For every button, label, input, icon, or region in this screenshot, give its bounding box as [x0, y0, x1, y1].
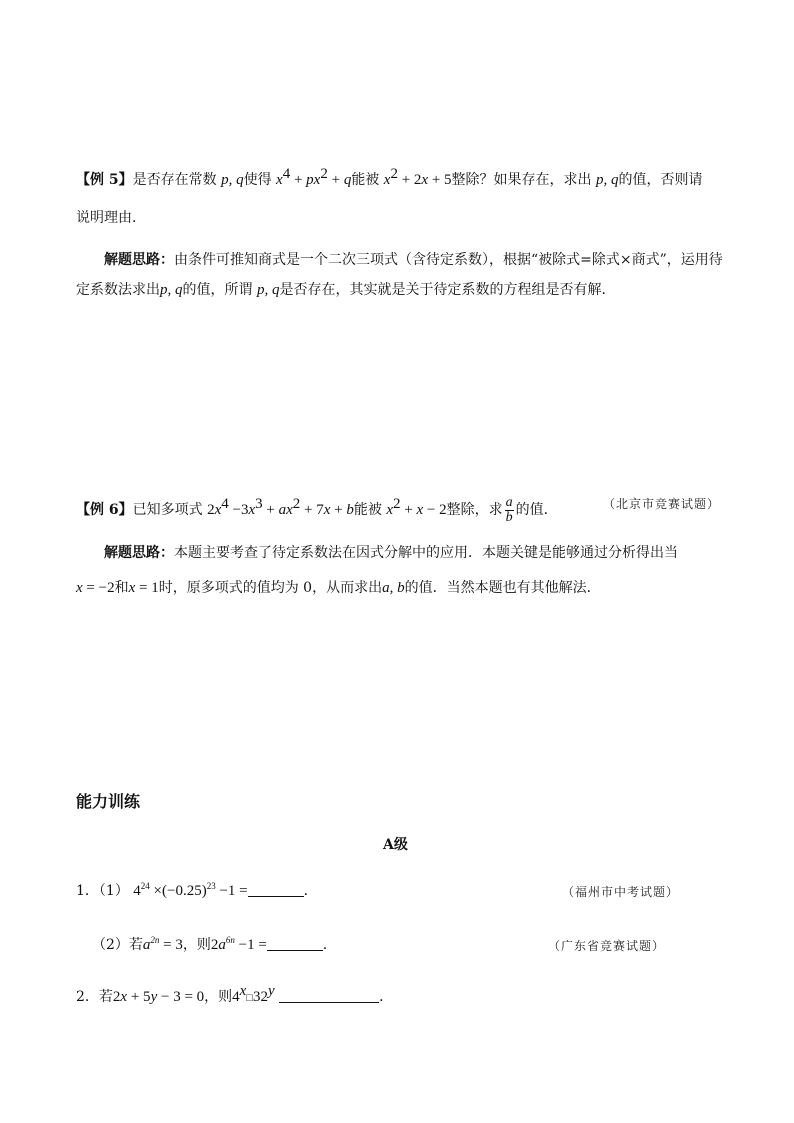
math-pq: p, q — [596, 172, 619, 188]
math-x-eq-neg2: x = −2 — [76, 580, 115, 596]
question-2: 2．若2x + 5y − 3 = 0，则4$^x$□32$^y$ ． — [76, 983, 394, 1005]
answer-blank[interactable] — [248, 882, 304, 897]
text: 的值． — [515, 502, 558, 518]
example-5-hint-line-2 — [76, 280, 615, 300]
math-expression-1: $4^{24} \times(-0.25)^{23} -1$ = — [133, 881, 248, 899]
example-6-line-1 — [76, 492, 558, 528]
question-1-2: （2）若$a^{2n} = 3$，则$2a^{6n} -1$ = ． — [92, 935, 337, 953]
text: 已知多项式 — [132, 502, 203, 518]
text: 整除，求 — [446, 502, 503, 518]
answer-blank[interactable] — [279, 988, 379, 1003]
math-condition-2: 2x + 5y − 3 = 0 — [112, 989, 205, 1005]
text: 32 — [252, 989, 268, 1005]
math-x-eq-1: x = 1 — [128, 580, 159, 596]
text: 能被 — [353, 502, 382, 518]
math-poly-1: $x^4 + px^2 + q$ — [276, 166, 352, 188]
hint-label: 解题思路： — [104, 545, 174, 561]
text: 的值，所谓 — [182, 282, 253, 298]
text: 和 — [114, 580, 129, 596]
question-1-1-source: （福州市中考试题） — [562, 885, 680, 899]
example-6-hint-line-2 — [76, 578, 601, 598]
answer-blank[interactable] — [267, 936, 323, 951]
text: 定系数法求出 — [76, 282, 160, 298]
math-ab: a, b — [382, 580, 405, 596]
example-5-label: 【例 5】 — [76, 172, 133, 188]
math-pq: p, q — [221, 172, 244, 188]
text: 1．（1） — [76, 883, 129, 899]
level-heading: A级 — [383, 837, 408, 853]
text: ，则 — [182, 937, 211, 953]
text: 2．若 — [76, 989, 113, 1005]
text: 使得 — [243, 172, 272, 188]
math-expression-3: 4$^x$□32$^y$ — [232, 983, 275, 1005]
math-expression-2: $2a^{6n} -1$ = — [210, 935, 267, 953]
text: 时，原多项式的值均为 0，从而求出 — [158, 580, 383, 596]
text: 是否存在常数 — [132, 172, 217, 188]
fraction-denominator: b — [505, 509, 513, 525]
placeholder-box-glyph: □ — [246, 992, 253, 1004]
example-6-source: （北京市竞赛试题） — [603, 497, 721, 511]
question-1-2-source: （广东省竞赛试题） — [548, 939, 666, 953]
example-6-label: 【例 6】 — [76, 502, 133, 518]
text: 4 — [232, 989, 240, 1005]
math-pq: p, q — [160, 282, 183, 298]
example-6-hint-line-1 — [104, 543, 678, 563]
text: 整除？如果存在，求出 — [451, 172, 592, 188]
math-condition: $a^{2n} = 3$ — [142, 935, 183, 953]
math-divisor-2: $x^2 + x - 2$ — [386, 496, 447, 518]
math-poly-2: $2x^4 -3x^3 + ax^2 + 7x + b$ — [207, 496, 354, 518]
question-1-1: 1．（1） $4^{24} \times(-0.25)^{23} -1$ = ． — [76, 881, 318, 899]
text: 是否存在，其实就是关于待定系数的方程组是否有解． — [279, 282, 616, 298]
text: 的值．当然本题也有其他解法． — [404, 580, 601, 596]
example-5-line-2: 说明理由． — [76, 210, 146, 226]
hint-label: 解题思路： — [104, 252, 174, 268]
text: 由条件可推知商式是一个二次三项式（含待定系数），根据“被除式=除式×商式”，运用待 — [174, 252, 723, 268]
fraction-numerator: a — [505, 494, 513, 510]
math-divisor-1: $x^2 + 2x + 5$ — [383, 166, 452, 188]
text: 的值，否则请 — [618, 172, 703, 188]
text: （2）若 — [92, 937, 143, 953]
text: ，则 — [204, 989, 233, 1005]
fraction-a-over-b — [505, 496, 514, 525]
example-5-hint-line-1 — [104, 250, 723, 270]
math-pq: p, q — [256, 282, 280, 298]
text: 本题主要考查了待定系数法在因式分解中的应用．本题关键是能够通过分析得出当 — [174, 545, 678, 561]
example-5-line-1 — [76, 166, 703, 190]
text: 能被 — [351, 172, 380, 188]
section-title: 能力训练 — [76, 792, 141, 811]
